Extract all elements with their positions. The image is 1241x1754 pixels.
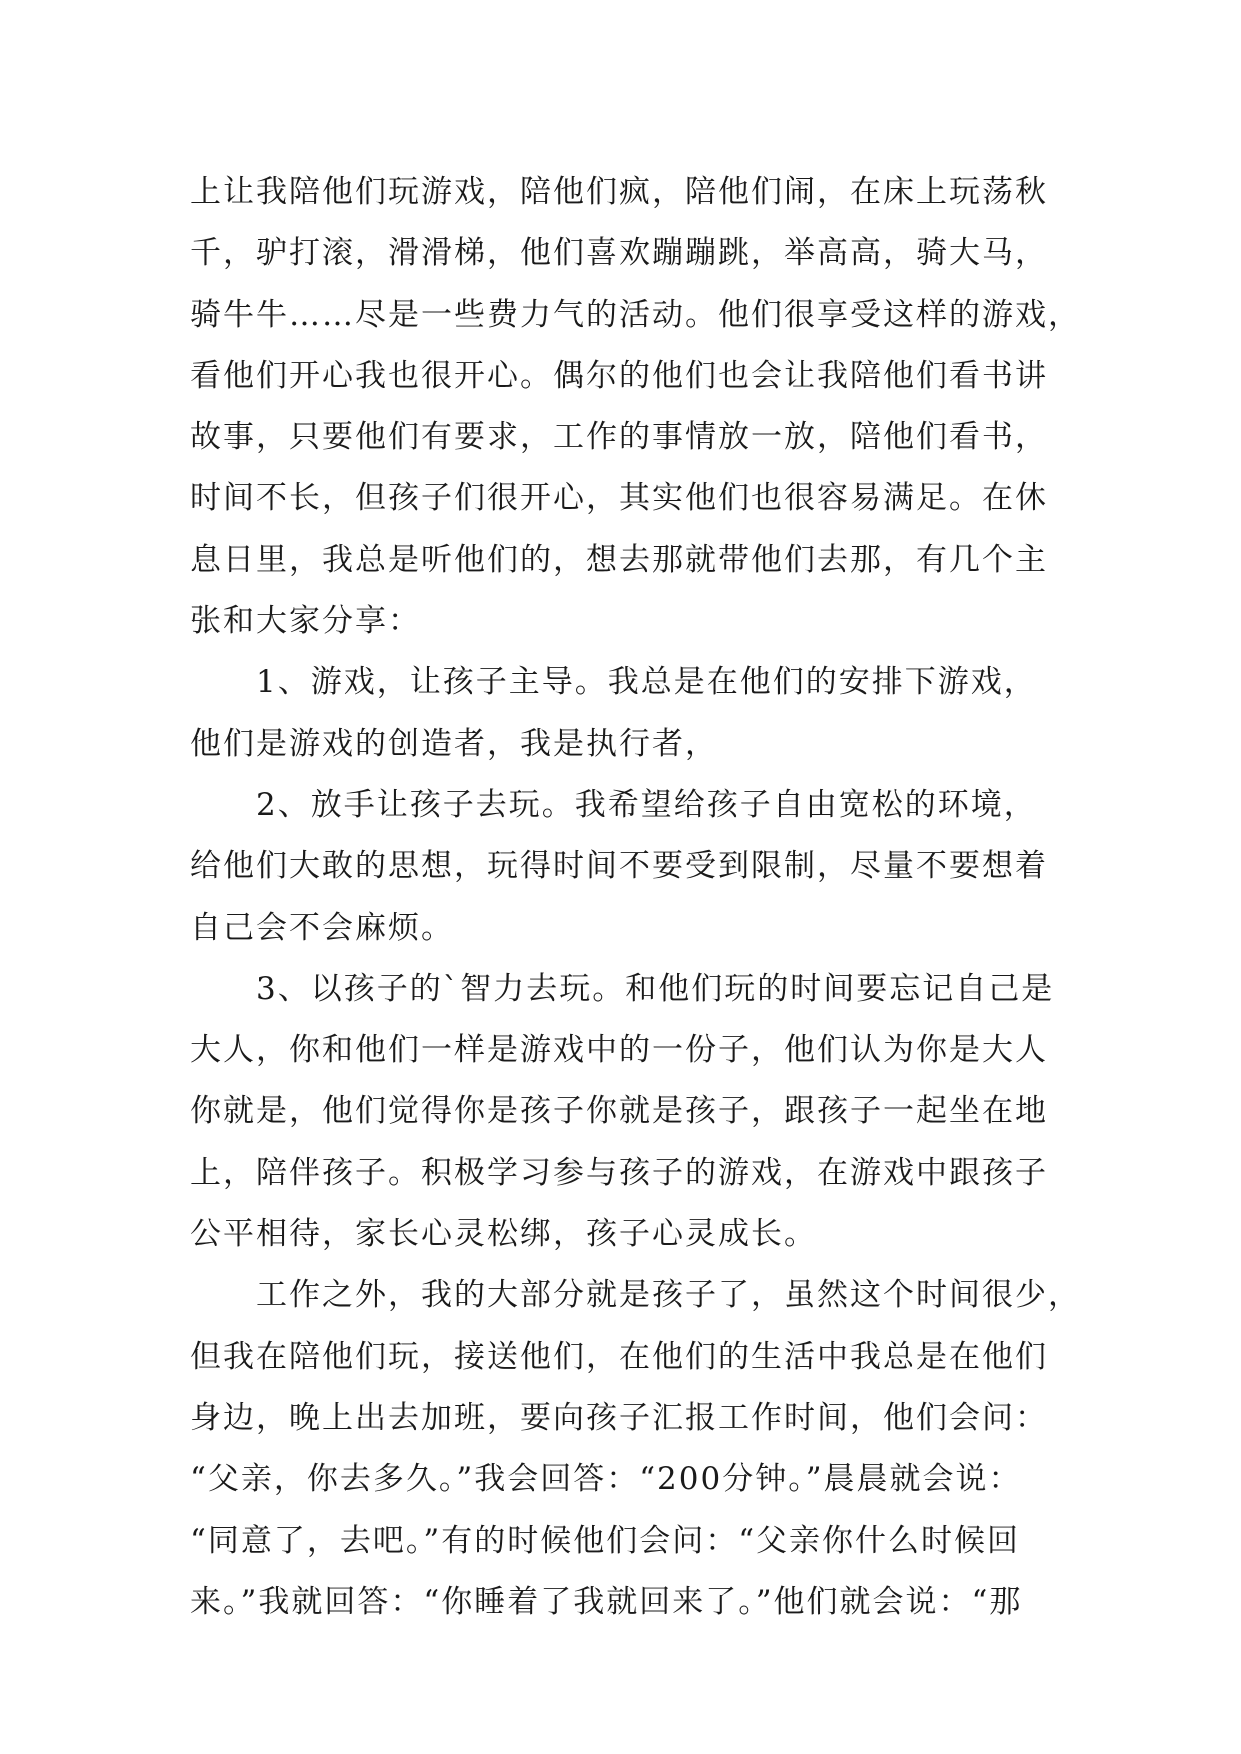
- text-line: 张和大家分享：: [190, 603, 421, 640]
- text-line: 身边，晚上出去加班，要向孩子汇报工作时间，他们会问：: [190, 1399, 1048, 1436]
- paragraph-4: [190, 959, 1070, 1265]
- text-line: “同意了，去吧。”有的时候他们会问：“父亲你什么时候回: [190, 1522, 1021, 1559]
- text-line: 2、放手让孩子去玩。我希望给孩子自由宽松的环境，: [256, 786, 1037, 823]
- text-line: 公平相待，家长心灵松绑，孩子心灵成长。: [190, 1216, 817, 1253]
- document-body: [190, 162, 1081, 1633]
- text-line: 3、以孩子的`智力去玩。和他们玩的时间要忘记自己是: [256, 970, 1055, 1007]
- text-line: 息日里，我总是听他们的，想去那就带他们去那，有几个主: [190, 541, 1048, 578]
- text-line: 千，驴打滚，滑滑梯，他们喜欢蹦蹦跳，举高高，骑大马，: [190, 235, 1048, 272]
- text-line: 你就是，他们觉得你是孩子你就是孩子，跟孩子一起坐在地: [190, 1093, 1048, 1130]
- text-line: 1、游戏，让孩子主导。我总是在他们的安排下游戏，: [256, 664, 1037, 701]
- text-line: 他们是游戏的创造者，我是执行者，: [190, 725, 718, 762]
- text-line: 给他们大敢的思想，玩得时间不要受到限制，尽量不要想着: [190, 848, 1048, 885]
- text-line: 故事，只要他们有要求，工作的事情放一放，陪他们看书，: [190, 419, 1048, 456]
- paragraph-1: [190, 162, 1081, 652]
- paragraph-3: [190, 775, 1070, 959]
- text-line: “父亲，你去多久。”我会回答：“200分钟。”晨晨就会说：: [190, 1461, 1022, 1498]
- text-line: 骑牛牛……尽是一些费力气的活动。他们很享受这样的游戏，: [190, 296, 1081, 333]
- text-line: 工作之外，我的大部分就是孩子了，虽然这个时间很少，: [256, 1277, 1081, 1314]
- text-line: 上，陪伴孩子。积极学习参与孩子的游戏，在游戏中跟孩子: [190, 1154, 1048, 1191]
- text-line: 看他们开心我也很开心。偶尔的他们也会让我陪他们看书讲: [190, 357, 1048, 394]
- paragraph-5: [190, 1265, 1081, 1633]
- text-line: 时间不长，但孩子们很开心，其实他们也很容易满足。在休: [190, 480, 1048, 517]
- text-line: 但我在陪他们玩，接送他们，在他们的生活中我总是在他们: [190, 1338, 1048, 1375]
- text-line: 来。”我就回答：“你睡着了我就回来了。”他们就会说：“那: [190, 1583, 1023, 1620]
- text-line: 自己会不会麻烦。: [190, 909, 454, 946]
- text-line: 上让我陪他们玩游戏，陪他们疯，陪他们闹，在床上玩荡秋: [190, 174, 1048, 210]
- paragraph-2: [190, 652, 1070, 775]
- text-line: 大人，你和他们一样是游戏中的一份子，他们认为你是大人: [190, 1032, 1048, 1069]
